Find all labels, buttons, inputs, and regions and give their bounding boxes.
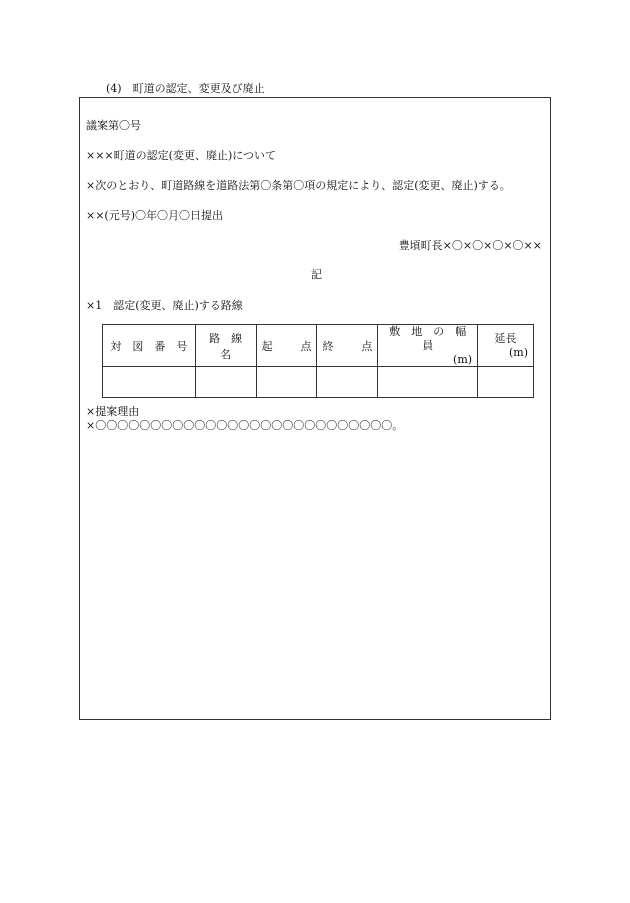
reason-text: ×〇〇〇〇〇〇〇〇〇〇〇〇〇〇〇〇〇〇〇〇〇〇〇〇〇〇〇。 — [86, 419, 404, 432]
cell-site-width — [378, 367, 478, 398]
cell-length — [478, 367, 534, 398]
cell-end-point — [317, 367, 378, 398]
bill-number: 議案第〇号 — [86, 119, 141, 132]
col-end-point: 終 点 — [317, 325, 378, 367]
col-map-number: 対 図 番 号 — [103, 325, 196, 367]
cell-start-point — [256, 367, 317, 398]
bill-form-frame — [79, 97, 551, 720]
bill-subject: ×××町道の認定(変更、廃止)について — [86, 149, 277, 162]
col-length: 延長 (m) — [478, 325, 534, 367]
bill-body: ×次のとおり、町道路線を道路法第〇条第〇項の規定により、認定(変更、廃止)する。 — [86, 179, 511, 192]
submitter: 豊頃町長×〇×〇×〇×〇×× — [398, 239, 542, 252]
table-row — [103, 367, 534, 398]
ki-marker: 記 — [311, 268, 322, 281]
routes-table — [102, 324, 534, 398]
section-heading: (4) 町道の認定、変更及び廃止 — [106, 82, 265, 95]
col-route-name: 路 線 名 — [195, 325, 256, 367]
item-1-label: ×1 認定(変更、廃止)する路線 — [86, 299, 243, 312]
reason-label: ×提案理由 — [86, 405, 140, 418]
submission-date: ××(元号)〇年〇月〇日提出 — [86, 209, 224, 222]
cell-map-number — [103, 367, 196, 398]
table-header-row — [103, 325, 534, 367]
cell-route-name — [195, 367, 256, 398]
col-site-width: 敷 地 の 幅 員 (m) — [378, 325, 478, 367]
col-start-point: 起 点 — [256, 325, 317, 367]
